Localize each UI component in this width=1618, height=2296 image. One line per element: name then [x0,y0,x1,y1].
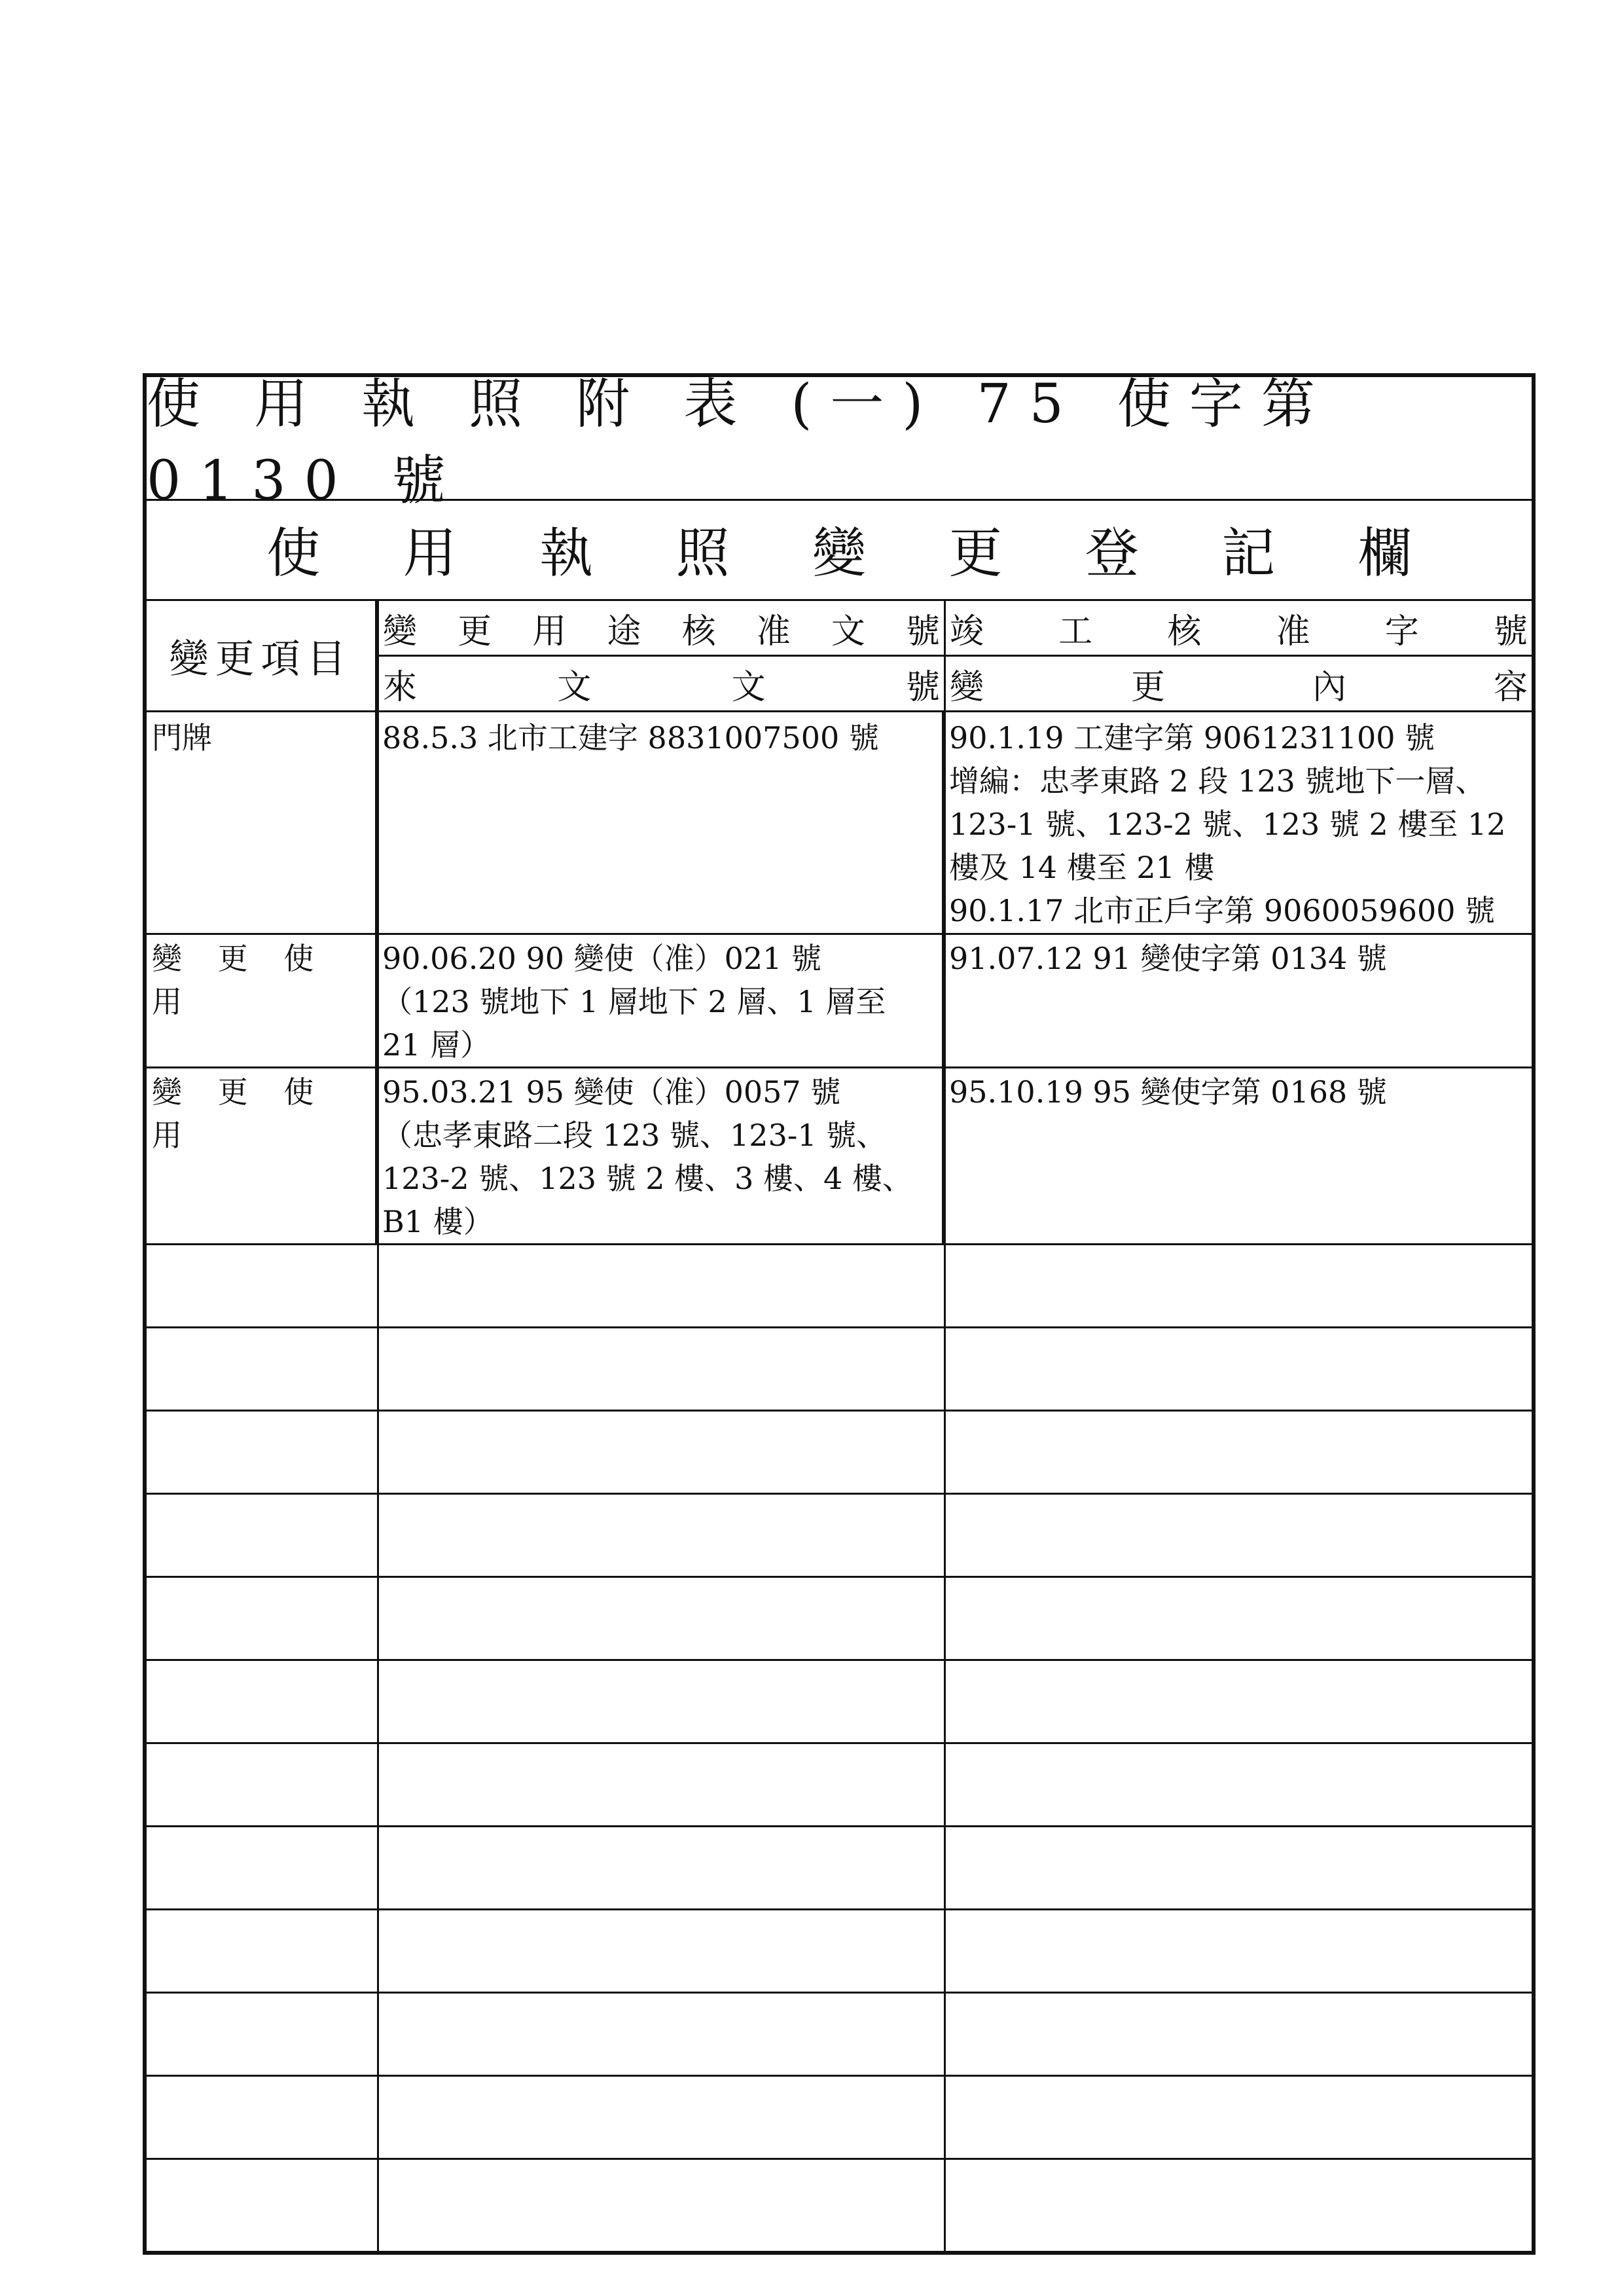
row-approval: 95.03.21 95 變使（准）0057 號 （忠孝東路二段 123 號、123-1 號、 123-2 號、123 號 2 樓、3 樓、4 樓、 B1 樓） [377,1066,944,1243]
form-subtitle [147,499,1532,601]
row-completion: 91.07.12 91 變使字第 0134 號 [949,941,1387,976]
header-char: 工 [1058,611,1093,651]
header-char: 更 [458,611,492,651]
row-completion: 90.1.19 工建字第 9061231100 號 增編：忠孝東路 2 段 123 號地下一層、 123-1 號、123-2 號、123 號 2 樓至 12 樓及 14 樓至 21 樓 90.1.17 北市正戶字第 9060059600 號 [949,720,1506,928]
column-divider [944,601,946,2251]
header-approval-top [379,601,944,657]
empty-row [147,1825,1532,1910]
subtitle-char: 執 [539,522,594,585]
subtitle-char: 照 [675,522,730,585]
header-char: 容 [1493,667,1528,707]
header-completion-bottom [946,657,1532,712]
row-completion: 95.10.19 95 變使字第 0168 號 [949,1074,1387,1110]
subtitle-char: 更 [948,522,1003,585]
row-item: 門牌 [147,712,377,933]
header-char: 號 [905,667,940,707]
empty-row [147,1908,1532,1994]
header-char: 變 [383,611,418,651]
header-char: 來 [383,667,418,707]
subtitle-char: 登 [1085,522,1139,585]
row-item: 變 更 使 用 [147,1066,377,1243]
license-form [143,373,1536,2255]
header-approval-bottom [379,657,944,712]
empty-row [147,1742,1532,1827]
header-completion-top [946,601,1532,657]
subtitle-char: 欄 [1357,522,1412,585]
header-char: 文 [731,667,766,707]
empty-row [147,1243,1532,1328]
header-char: 文 [831,611,865,651]
header-char: 准 [1276,611,1310,651]
subtitle-char: 變 [812,522,866,585]
header-item: 變更項目 [147,601,377,712]
empty-row [147,1410,1532,1495]
empty-row [147,2075,1532,2160]
header-char: 用 [532,611,567,651]
header-char: 內 [1312,667,1346,707]
table-row [147,1066,1532,1245]
header-char: 號 [905,611,940,651]
header-char: 准 [756,611,791,651]
row-approval: 90.06.20 90 變使（准）021 號 （123 號地下 1 層地下 2 層、1 層至 21 層） [377,933,944,1066]
row-item: 變 更 使 用 [147,933,377,1066]
header-char: 竣 [950,611,984,651]
empty-row [147,1992,1532,2077]
table-row [147,712,1532,935]
header-char: 文 [557,667,592,707]
header-char: 核 [681,611,716,651]
header-char: 字 [1384,611,1419,651]
table-row [147,933,1532,1068]
column-divider [377,601,379,2251]
form-title: 使 用 執 照 附 表 (一) 75 使字第 0130 號 [147,377,1532,501]
subtitle-char: 記 [1221,522,1276,585]
empty-row [147,1576,1532,1661]
empty-row [147,1326,1532,1412]
header-char: 核 [1167,611,1202,651]
header-char: 更 [1130,667,1165,707]
row-approval: 88.5.3 北市工建字 8831007500 號 [377,712,944,933]
header-char: 號 [1493,611,1528,651]
subtitle-char: 使 [266,522,321,585]
empty-row [147,1659,1532,1744]
header-char: 途 [607,611,641,651]
subtitle-char: 用 [403,522,457,585]
header-char: 變 [950,667,984,707]
empty-row [147,1493,1532,1578]
